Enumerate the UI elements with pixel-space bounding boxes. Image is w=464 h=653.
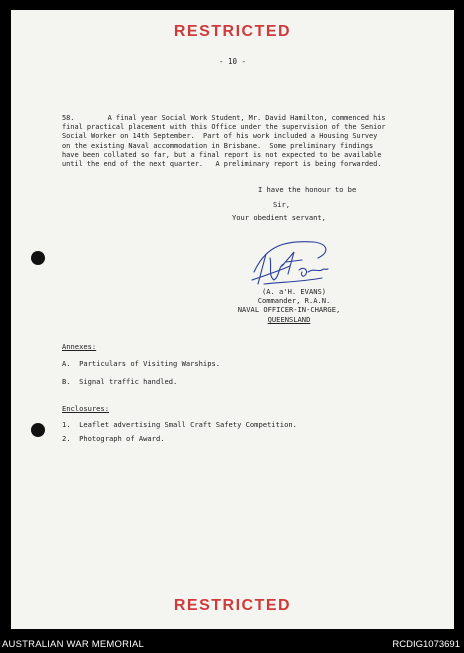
paragraph-line: final practical placement with this Office under the supervision of the Senior [62,123,386,132]
signatory-rank: Commander, R.A.N. [257,296,331,305]
record-id: RCDIG1073691 [392,639,460,650]
handwritten-signature [244,236,334,292]
paragraph-line: Social Worker on 14th September. Part of his work included a Housing Survey [62,132,378,141]
closing-line-sir: Sir, [273,200,291,209]
signatory-title: NAVAL OFFICER-IN-CHARGE, [237,305,341,314]
enclosure-item: 1. Leaflet advertising Small Craft Safety Competition. [62,420,297,429]
annexes-heading: Annexes: [62,342,97,351]
paragraph-line: have been collated so far, but a final report is not expected to be available [62,150,382,159]
annex-item: A. Particulars of Visiting Warships. [62,359,221,368]
punch-hole-top [31,251,45,265]
enclosure-item: 2. Photograph of Award. [62,434,165,443]
signatory-name: (A. a'H. EVANS) [261,287,327,296]
punch-hole-bottom [31,423,45,437]
institution-label: AUSTRALIAN WAR MEMORIAL [2,639,145,650]
classification-stamp-bottom: RESTRICTED [173,597,292,614]
signatory-location: QUEENSLAND [267,315,311,324]
enclosures-heading: Enclosures: [62,404,109,413]
closing-line-servant: Your obedient servant, [232,213,326,222]
closing-line-honour: I have the honour to be [258,185,357,194]
document-page [11,10,454,629]
paragraph-line: 58. A final year Social Work Student, Mr. David Hamilton, commenced his [62,114,386,122]
annex-item: B. Signal traffic handled. [62,377,178,386]
page-number: - 10 - [218,57,247,66]
classification-stamp-top: RESTRICTED [173,23,292,40]
paragraph-line: until the end of the next quarter. A preliminary report is being forwarded. [62,160,382,169]
paragraph-58 [62,114,422,169]
paragraph-line: on the existing Naval accommodation in Brisbane. Some preliminary findings [62,141,374,150]
